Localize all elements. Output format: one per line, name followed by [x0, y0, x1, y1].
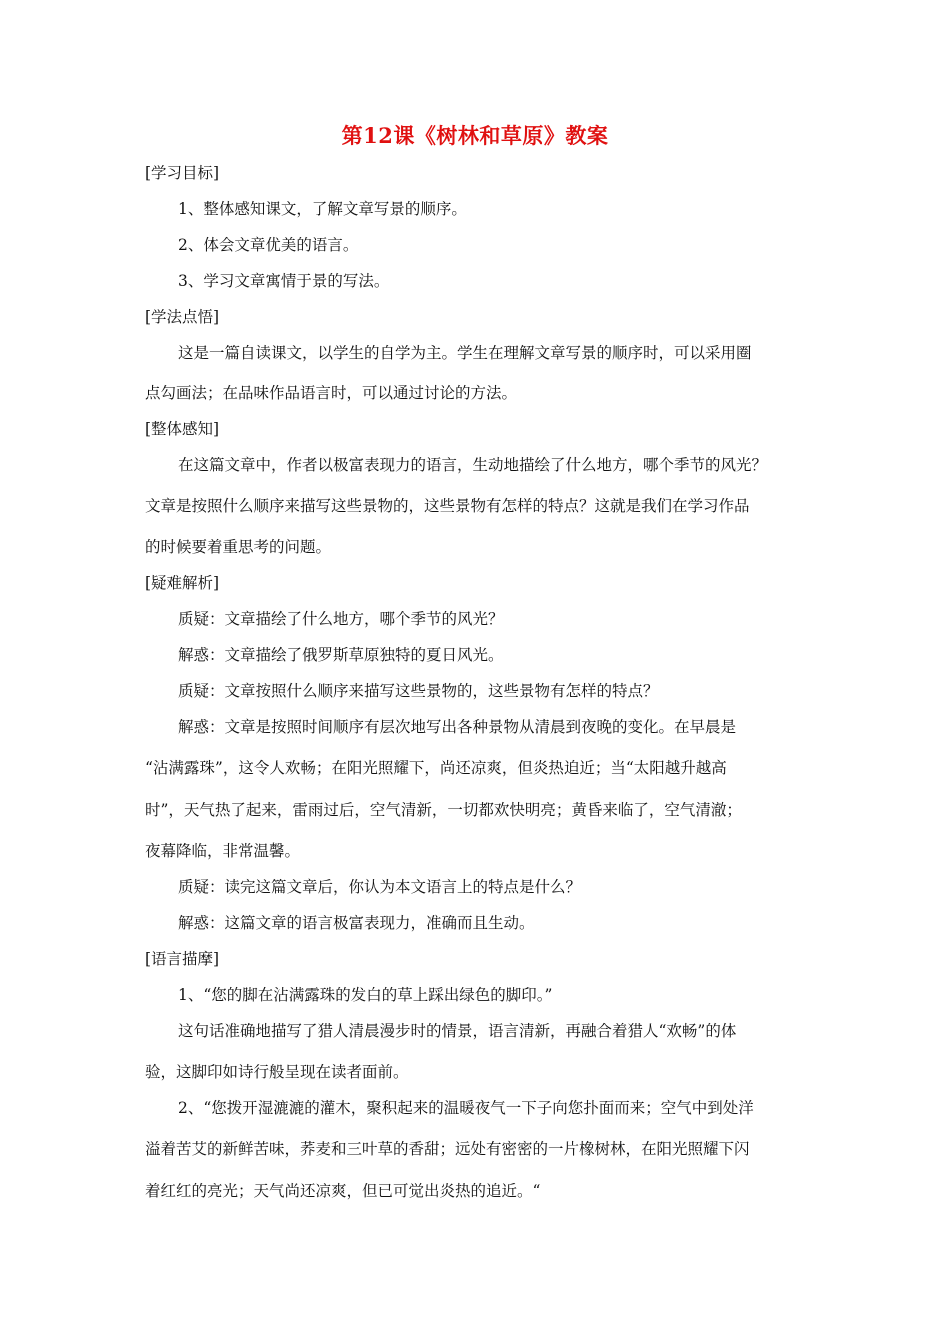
section-heading: [整体感知]	[145, 420, 220, 438]
paragraph-line: 验，这脚印如诗行般呈现在读者面前。	[145, 1063, 409, 1081]
paragraph-line: 这是一篇自读课文，以学生的自学为主。学生在理解文章写景的顺序时，可以采用圈	[178, 344, 752, 362]
paragraph-line: 的时候要着重思考的问题。	[145, 538, 332, 556]
paragraph-line: 3、学习文章寓情于景的写法。	[178, 272, 390, 290]
section-heading: [学法点悟]	[145, 308, 220, 326]
section-heading: [语言描摩]	[145, 950, 220, 968]
paragraph-line: 解惑：这篇文章的语言极富表现力，准确而且生动。	[178, 914, 535, 932]
paragraph-line: 2、体会文章优美的语言。	[178, 236, 359, 254]
paragraph-line: 夜幕降临，非常温馨。	[145, 842, 301, 860]
section-heading: [疑难解析]	[145, 574, 220, 592]
paragraph-line: 这句话准确地描写了猎人清晨漫步时的情景，语言清新，再融合着猎人“欢畅”的体	[178, 1022, 737, 1040]
paragraph-line: 点勾画法；在品味作品语言时，可以通过讨论的方法。	[145, 384, 518, 402]
paragraph-line: 质疑：文章描绘了什么地方，哪个季节的风光？	[178, 610, 504, 628]
paragraph-line: 溢着苦艾的新鲜苦味，荞麦和三叶草的香甜；远处有密密的一片橡树林，在阳光照耀下闪	[145, 1140, 750, 1158]
paragraph-line: 解惑：文章描绘了俄罗斯草原独特的夏日风光。	[178, 646, 504, 664]
paragraph-line: “沾满露珠”，这令人欢畅；在阳光照耀下，尚还凉爽，但炎热迫近；当“太阳越升越高	[145, 759, 727, 777]
paragraph-line: 质疑：文章按照什么顺序来描写这些景物的，这些景物有怎样的特点？	[178, 682, 659, 700]
section-heading: [学习目标]	[145, 164, 220, 182]
paragraph-line: 解惑：文章是按照时间顺序有层次地写出各种景物从清晨到夜晚的变化。在早晨是	[178, 718, 737, 736]
paragraph-line: 2、“您拨开湿漉漉的灌木，聚积起来的温暖夜气一下子向您扑面而来；空气中到处洋	[178, 1099, 754, 1117]
paragraph-line: 1、整体感知课文，了解文章写景的顺序。	[178, 200, 467, 218]
paragraph-line: 在这篇文章中，作者以极富表现力的语言，生动地描绘了什么地方，哪个季节的风光？	[178, 456, 768, 474]
page-title: 第12课《树林和草原》教案	[341, 123, 609, 148]
paragraph-line: 1、“您的脚在沾满露珠的发白的草上踩出绿色的脚印。”	[178, 986, 553, 1004]
paragraph-line: 时”，天气热了起来，雷雨过后，空气清新，一切都欢快明亮；黄昏来临了，空气清澈；	[145, 801, 742, 819]
paragraph-line: 着红红的亮光；天气尚还凉爽，但已可觉出炎热的追近。“	[145, 1182, 541, 1200]
paragraph-line: 质疑：读完这篇文章后，你认为本文语言上的特点是什么？	[178, 878, 582, 896]
paragraph-line: 文章是按照什么顺序来描写这些景物的，这些景物有怎样的特点？这就是我们在学习作品	[145, 497, 750, 515]
